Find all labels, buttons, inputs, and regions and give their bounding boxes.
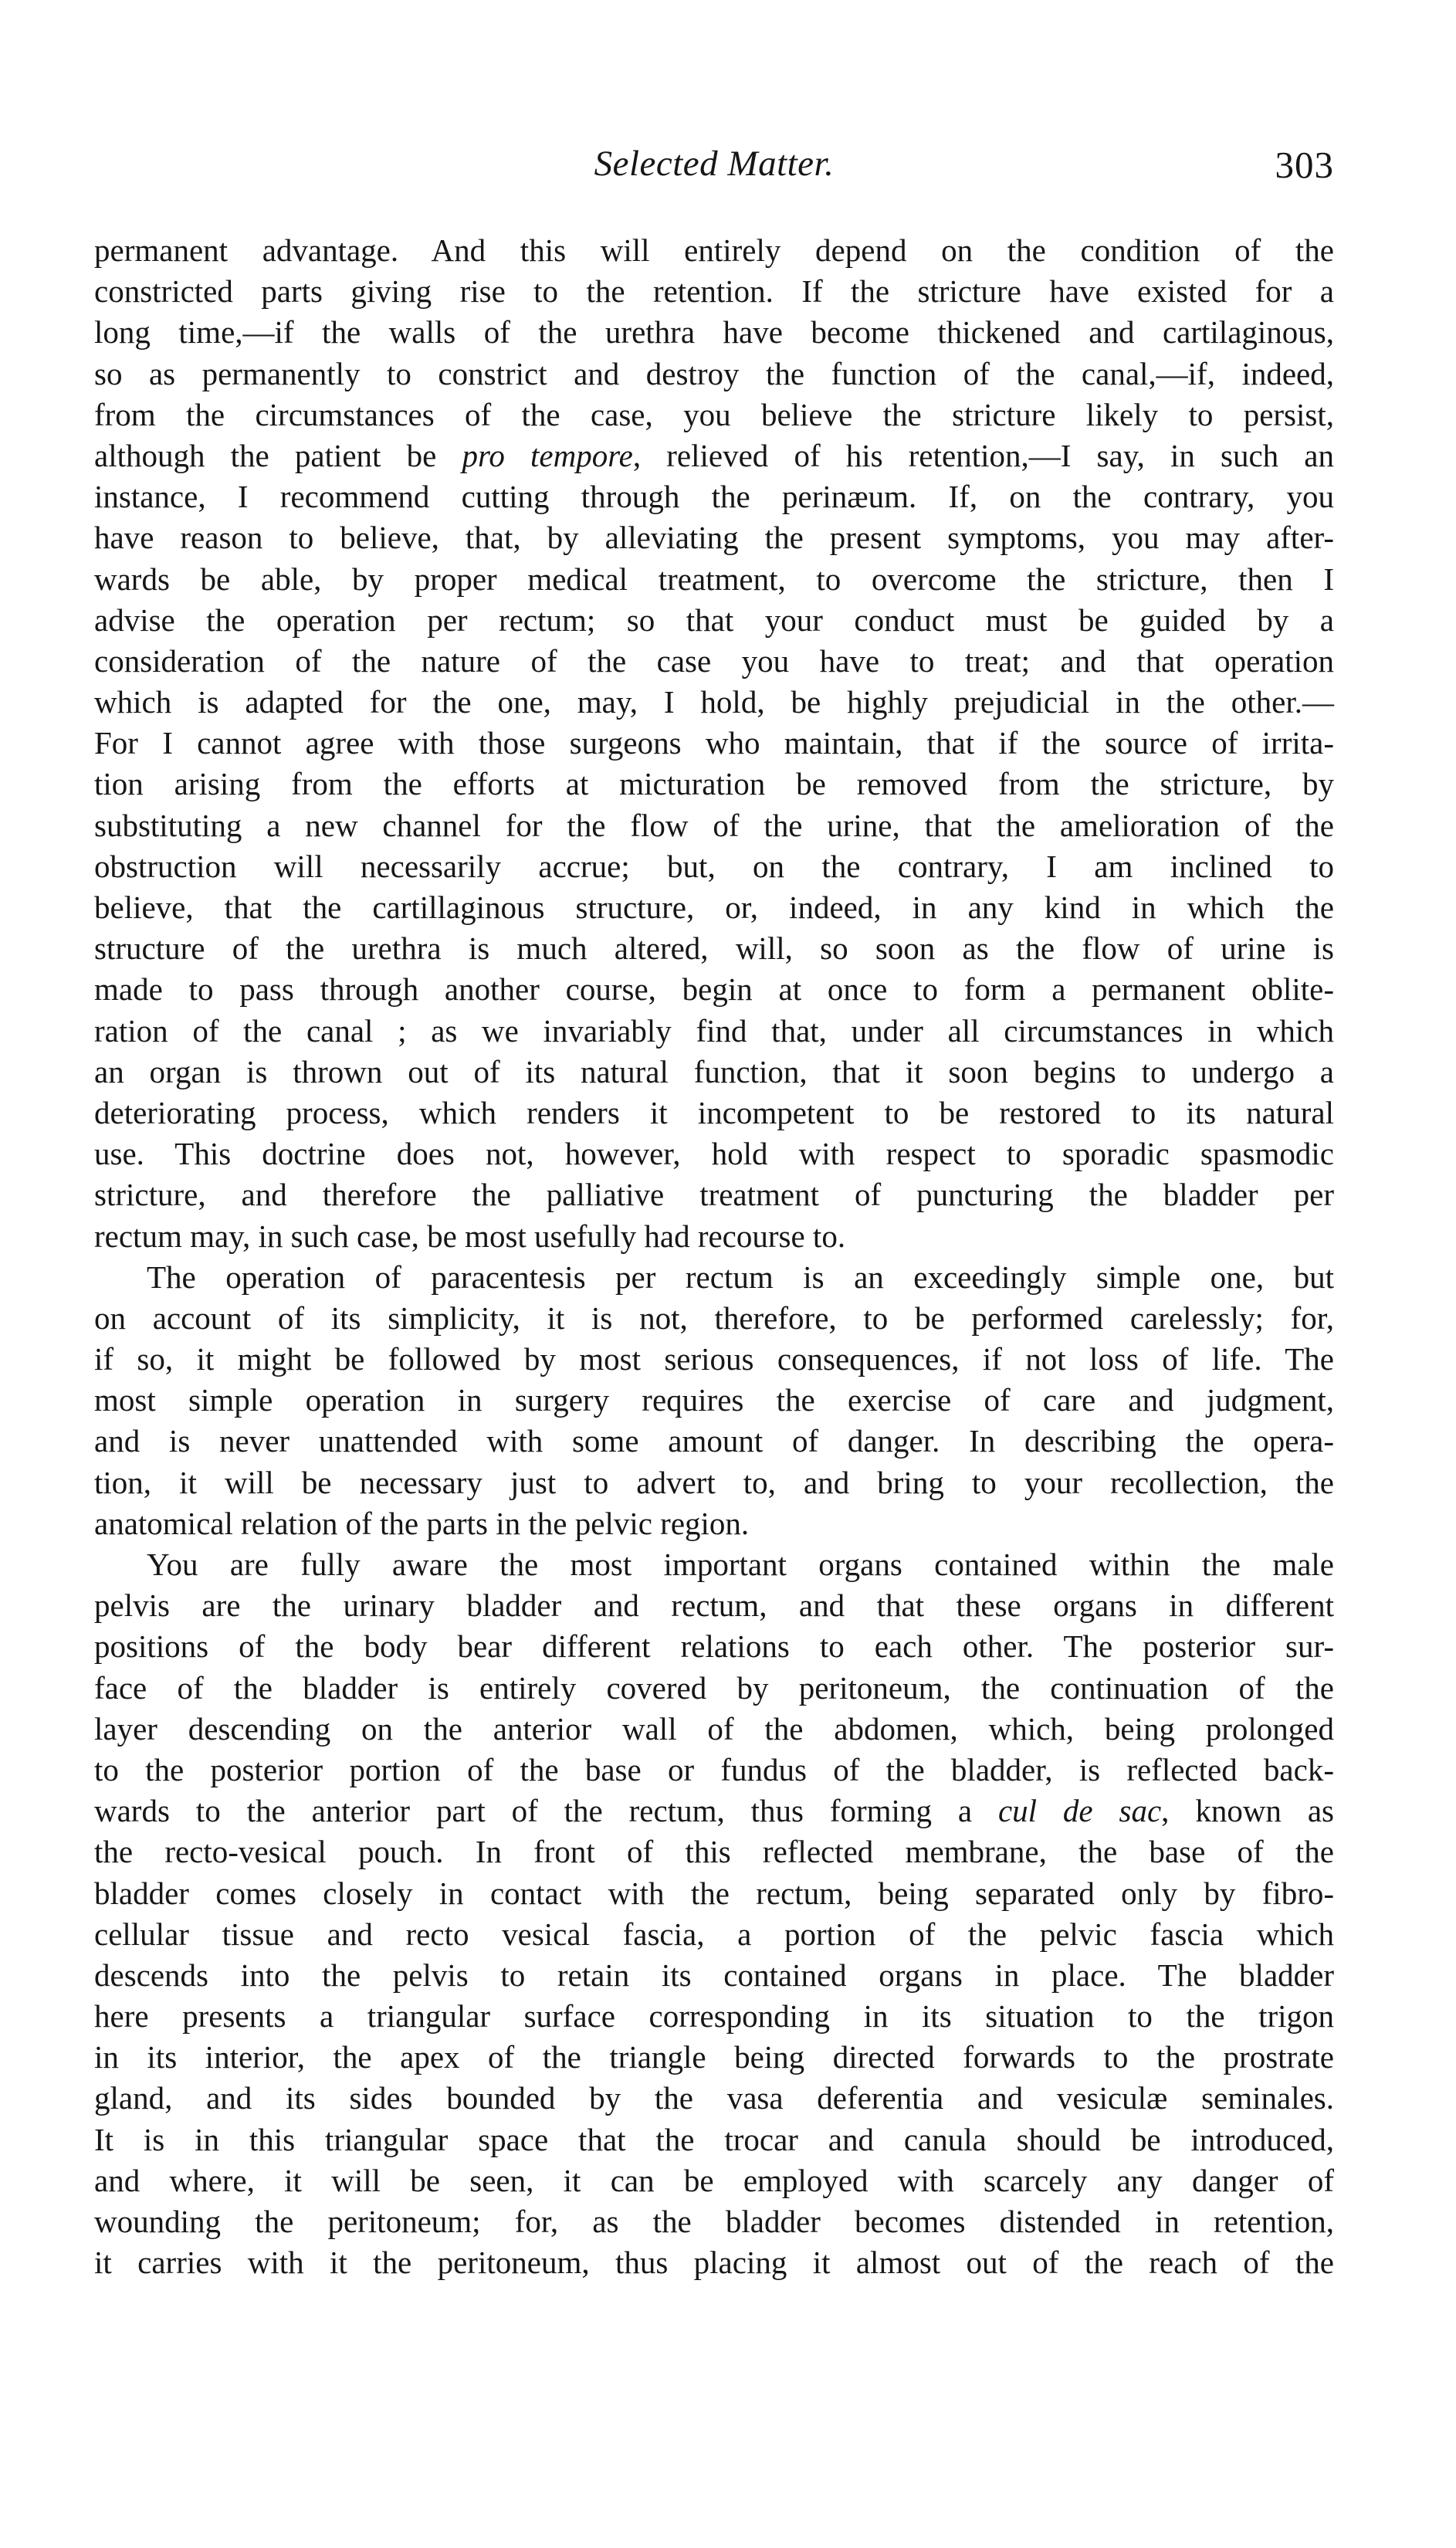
- text-line: most simple operation in surgery requires the exercise of care and judgment,: [94, 1382, 1334, 1418]
- text-line: stricture, and therefore the palliative treatment of puncturing the bladder per: [94, 1177, 1334, 1213]
- text-line: anatomical relation of the parts in the pelvic region.: [94, 1505, 750, 1541]
- text-line: advise the operation per rectum; so that your conduct must be guided by a: [94, 601, 1334, 638]
- running-title: Selected Matter.: [594, 144, 835, 184]
- text-line: structure of the urethra is much altered, will, so soon as the flow of urine is: [94, 930, 1334, 967]
- text-line: if so, it might be followed by most serious consequences, if not loss of life. The: [94, 1341, 1334, 1377]
- text-line: although the patient be pro tempore, relieved of his retention,—I say, in such an: [94, 437, 1334, 473]
- text-line: permanent advantage. And this will entirely depend on the condition of the: [94, 232, 1334, 268]
- text-line: bladder comes closely in contact with the rectum, being separated only by fibro-: [94, 1875, 1334, 1911]
- text-line: descends into the pelvis to retain its contained organs in place. The bladder: [94, 1957, 1334, 1993]
- text-line: on account of its simplicity, it is not, therefore, to be performed carelessly; for,: [94, 1299, 1334, 1336]
- text-line: made to pass through another course, begin at once to form a permanent oblite-: [94, 971, 1334, 1008]
- text-line: The operation of paracentesis per rectum is an exceedingly simple one, but: [147, 1259, 1334, 1295]
- text-line: believe, that the cartillaginous structure, or, indeed, in any kind in which the: [94, 889, 1334, 925]
- text-line: have reason to believe, that, by alleviating the present symptoms, you may after-: [94, 520, 1334, 556]
- page-number: 303: [1275, 144, 1334, 186]
- text-line: face of the bladder is entirely covered by peritoneum, the continuation of the: [94, 1669, 1334, 1706]
- text-line: wards to the anterior part of the rectum, thus forming a cul de sac, known as: [94, 1793, 1334, 1829]
- text-line: the recto-vesical pouch. In front of this reflected membrane, the base of the: [94, 1834, 1334, 1870]
- text-line: use. This doctrine does not, however, hold with respect to sporadic spasmodic: [94, 1136, 1334, 1172]
- text-line: tion, it will be necessary just to advert to, and bring to your recollection, the: [94, 1464, 1334, 1500]
- text-line: You are fully aware the most important organs contained within the male: [147, 1547, 1334, 1582]
- text-line: consideration of the nature of the case you have to treat; and that operation: [94, 642, 1334, 679]
- text-line: wounding the peritoneum; for, as the bladder becomes distended in retention,: [94, 2204, 1334, 2239]
- text-line: positions of the body bear different relations to each other. The posterior sur-: [94, 1628, 1334, 1665]
- text-line: in its interior, the apex of the triangle being directed forwards to the prostrate: [94, 2039, 1334, 2075]
- body-text: [94, 230, 1334, 2283]
- text-line: wards be able, by proper medical treatment, to overcome the stricture, then I: [94, 561, 1334, 597]
- text-line: deteriorating process, which renders it incompetent to be restored to its natural: [94, 1094, 1334, 1130]
- text-line: which is adapted for the one, may, I hold, be highly prejudicial in the other.—: [94, 684, 1334, 720]
- text-line: instance, I recommend cutting through the perinæum. If, on the contrary, you: [94, 479, 1334, 515]
- text-line: to the posterior portion of the base or fundus of the bladder, is reflected back-: [94, 1751, 1334, 1787]
- text-line: and where, it will be seen, it can be employed with scarcely any danger of: [94, 2162, 1334, 2198]
- text-line: an organ is thrown out of its natural function, that it soon begins to undergo a: [94, 1053, 1334, 1089]
- text-line: cellular tissue and recto vesical fascia, a portion of the pelvic fascia which: [94, 1916, 1334, 1952]
- text-line: so as permanently to constrict and destroy the function of the canal,—if, indeed,: [94, 355, 1334, 391]
- text-line: here presents a triangular surface corresponding in its situation to the trigon: [94, 1998, 1334, 2035]
- text-line: from the circumstances of the case, you believe the stricture likely to persist,: [94, 396, 1334, 432]
- text-line: tion arising from the efforts at micturation be removed from the stricture, by: [94, 766, 1334, 802]
- text-line: constricted parts giving rise to the retention. If the stricture have existed for a: [94, 273, 1334, 310]
- text-line: it carries with it the peritoneum, thus placing it almost out of the reach of the: [94, 2245, 1334, 2281]
- text-line: obstruction will necessarily accrue; but, on the contrary, I am inclined to: [94, 848, 1334, 884]
- text-line: long time,—if the walls of the urethra have become thickened and cartilaginous,: [94, 314, 1334, 351]
- text-line: ration of the canal ; as we invariably find that, under all circumstances in which: [94, 1012, 1334, 1049]
- text-line: layer descending on the anterior wall of the abdomen, which, being prolonged: [94, 1710, 1334, 1747]
- running-head: [94, 143, 1334, 197]
- text-line: rectum may, in such case, be most usefully had recourse to.: [94, 1218, 846, 1254]
- text-line: For I cannot agree with those surgeons who maintain, that if the source of irrita-: [94, 725, 1334, 761]
- text-line: It is in this triangular space that the trocar and canula should be introduced,: [94, 2121, 1334, 2157]
- text-line: pelvis are the urinary bladder and rectum, and that these organs in different: [94, 1587, 1334, 1624]
- text-line: and is never unattended with some amount of danger. In describing the opera-: [94, 1423, 1334, 1459]
- text-line: substituting a new channel for the flow of the urine, that the amelioration of the: [94, 807, 1334, 843]
- text-line: gland, and its sides bounded by the vasa deferentia and vesiculæ seminales.: [94, 2080, 1334, 2116]
